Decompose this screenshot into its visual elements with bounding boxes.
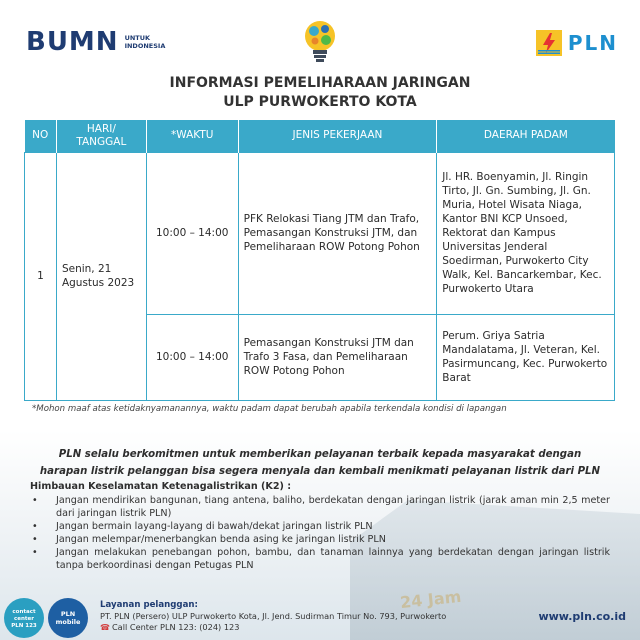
k2-list — [30, 494, 610, 572]
cell-time: 10:00 – 14:00 — [146, 314, 238, 400]
table-header-row — [25, 120, 615, 152]
k2-heading: Himbauan Keselamatan Ketenagalistrikan (K2) : — [30, 481, 292, 492]
header-time: *WAKTU — [146, 120, 238, 152]
building-sign: 24 Jam — [399, 586, 463, 613]
list-item: • Jangan mendirikan bangunan, tiang antena, baliho, berdekatan dengan jaringan listrik (jarak aman min 2,5 meter dari jaringan listrik PLN) — [30, 494, 610, 520]
k2-safety-section — [30, 481, 610, 572]
pln-mobile-badge — [48, 598, 88, 638]
lightbulb-icon — [298, 18, 342, 68]
header — [0, 18, 640, 68]
bumn-tag-line2: INDONESIA — [124, 42, 166, 50]
customer-service-info — [100, 600, 446, 633]
bumn-logo-word: BUMN — [26, 27, 119, 57]
list-item: • Jangan melakukan penebangan pohon, bambu, dan tanaman lainnya yang berdekatan dengan jaringan listrik tanpa berkoordinasi dengan Petugas PLN — [30, 546, 610, 572]
title-line1: INFORMASI PEMELIHARAAN JARINGAN — [169, 75, 471, 91]
header-date-line2: TANGGAL — [76, 135, 127, 148]
contact-center-badge — [4, 598, 44, 638]
mobile-line2: mobile — [55, 618, 81, 626]
disclaimer-note: *Mohon maaf atas ketidaknyamanannya, waktu padam dapat berubah apabila terkendala kondisi di lapangan — [32, 404, 507, 414]
list-item: • Jangan bermain layang-layang di bawah/dekat jaringan listrik PLN — [30, 520, 610, 533]
title-line2: ULP PURWOKERTO KOTA — [223, 94, 417, 110]
bumn-logo — [26, 27, 166, 57]
table-row — [25, 152, 615, 314]
cell-no: 1 — [25, 152, 57, 400]
bumn-tag-line1: UNTUK — [124, 34, 151, 42]
website-link[interactable]: www.pln.co.id — [538, 610, 626, 623]
header-area: DAERAH PADAM — [437, 120, 615, 152]
mobile-line1: PLN — [60, 610, 76, 618]
cell-time: 10:00 – 14:00 — [146, 152, 238, 314]
list-item: • Jangan melempar/menerbangkan benda asing ke jaringan listrik PLN — [30, 533, 610, 546]
footer — [0, 594, 640, 640]
cc-line1: contact — [12, 609, 36, 615]
contact-call-center — [100, 622, 446, 633]
cell-date: Senin, 21 Agustus 2023 — [56, 152, 146, 400]
header-date — [56, 120, 146, 152]
header-date-line1: HARI/ — [86, 122, 116, 135]
call-center-text: Call Center PLN 123: (024) 123 — [111, 622, 240, 632]
maintenance-table — [24, 120, 615, 401]
commitment-line1: PLN selalu berkomitmen untuk memberikan pelayanan terbaik kepada masyarakat dengan — [58, 449, 582, 460]
contact-heading: Layanan pelanggan: — [100, 600, 198, 610]
cc-line3: PLN 123 — [11, 623, 37, 629]
pln-lightning-icon — [536, 30, 562, 56]
cell-job: PFK Relokasi Tiang JTM dan Trafo, Pemasangan Konstruksi JTM, dan Pemeliharaan ROW Potong Pohon — [238, 152, 437, 314]
header-no: NO — [25, 120, 57, 152]
bumn-logo-tagline — [125, 34, 166, 50]
phone-icon: ☎ — [100, 623, 110, 632]
commitment-statement — [0, 446, 640, 480]
header-job: JENIS PEKERJAAN — [238, 120, 437, 152]
cc-line2: center — [14, 616, 34, 622]
cell-area: Jl. HR. Boenyamin, Jl. Ringin Tirto, Jl. Gn. Sumbing, Jl. Gn. Muria, Hotel Wisata Niaga, Kantor BNI KCP Unsoed, Rektorat dan Kampus Universitas Jenderal Soedirman, Purwokerto City Walk, Kel. Bancarkembar, Kec. Purwokerto Utara — [437, 152, 615, 314]
cell-area: Perum. Griya Satria Mandalatama, Jl. Veteran, Kel. Pasirmuncang, Kec. Purwokerto Barat — [437, 314, 615, 400]
pln-logo — [536, 30, 618, 56]
commitment-line2: harapan listrik pelanggan bisa segera menyala dan kembali menikmati pelayanan listrik dari PLN — [39, 466, 601, 477]
contact-address: PT. PLN (Persero) ULP Purwokerto Kota, Jl. Jend. Sudirman Timur No. 793, Purwokerto — [100, 611, 447, 621]
page-title — [0, 74, 640, 112]
cell-job: Pemasangan Konstruksi JTM dan Trafo 3 Fasa, dan Pemeliharaan ROW Potong Pohon — [238, 314, 437, 400]
pln-logo-word: PLN — [567, 31, 618, 55]
